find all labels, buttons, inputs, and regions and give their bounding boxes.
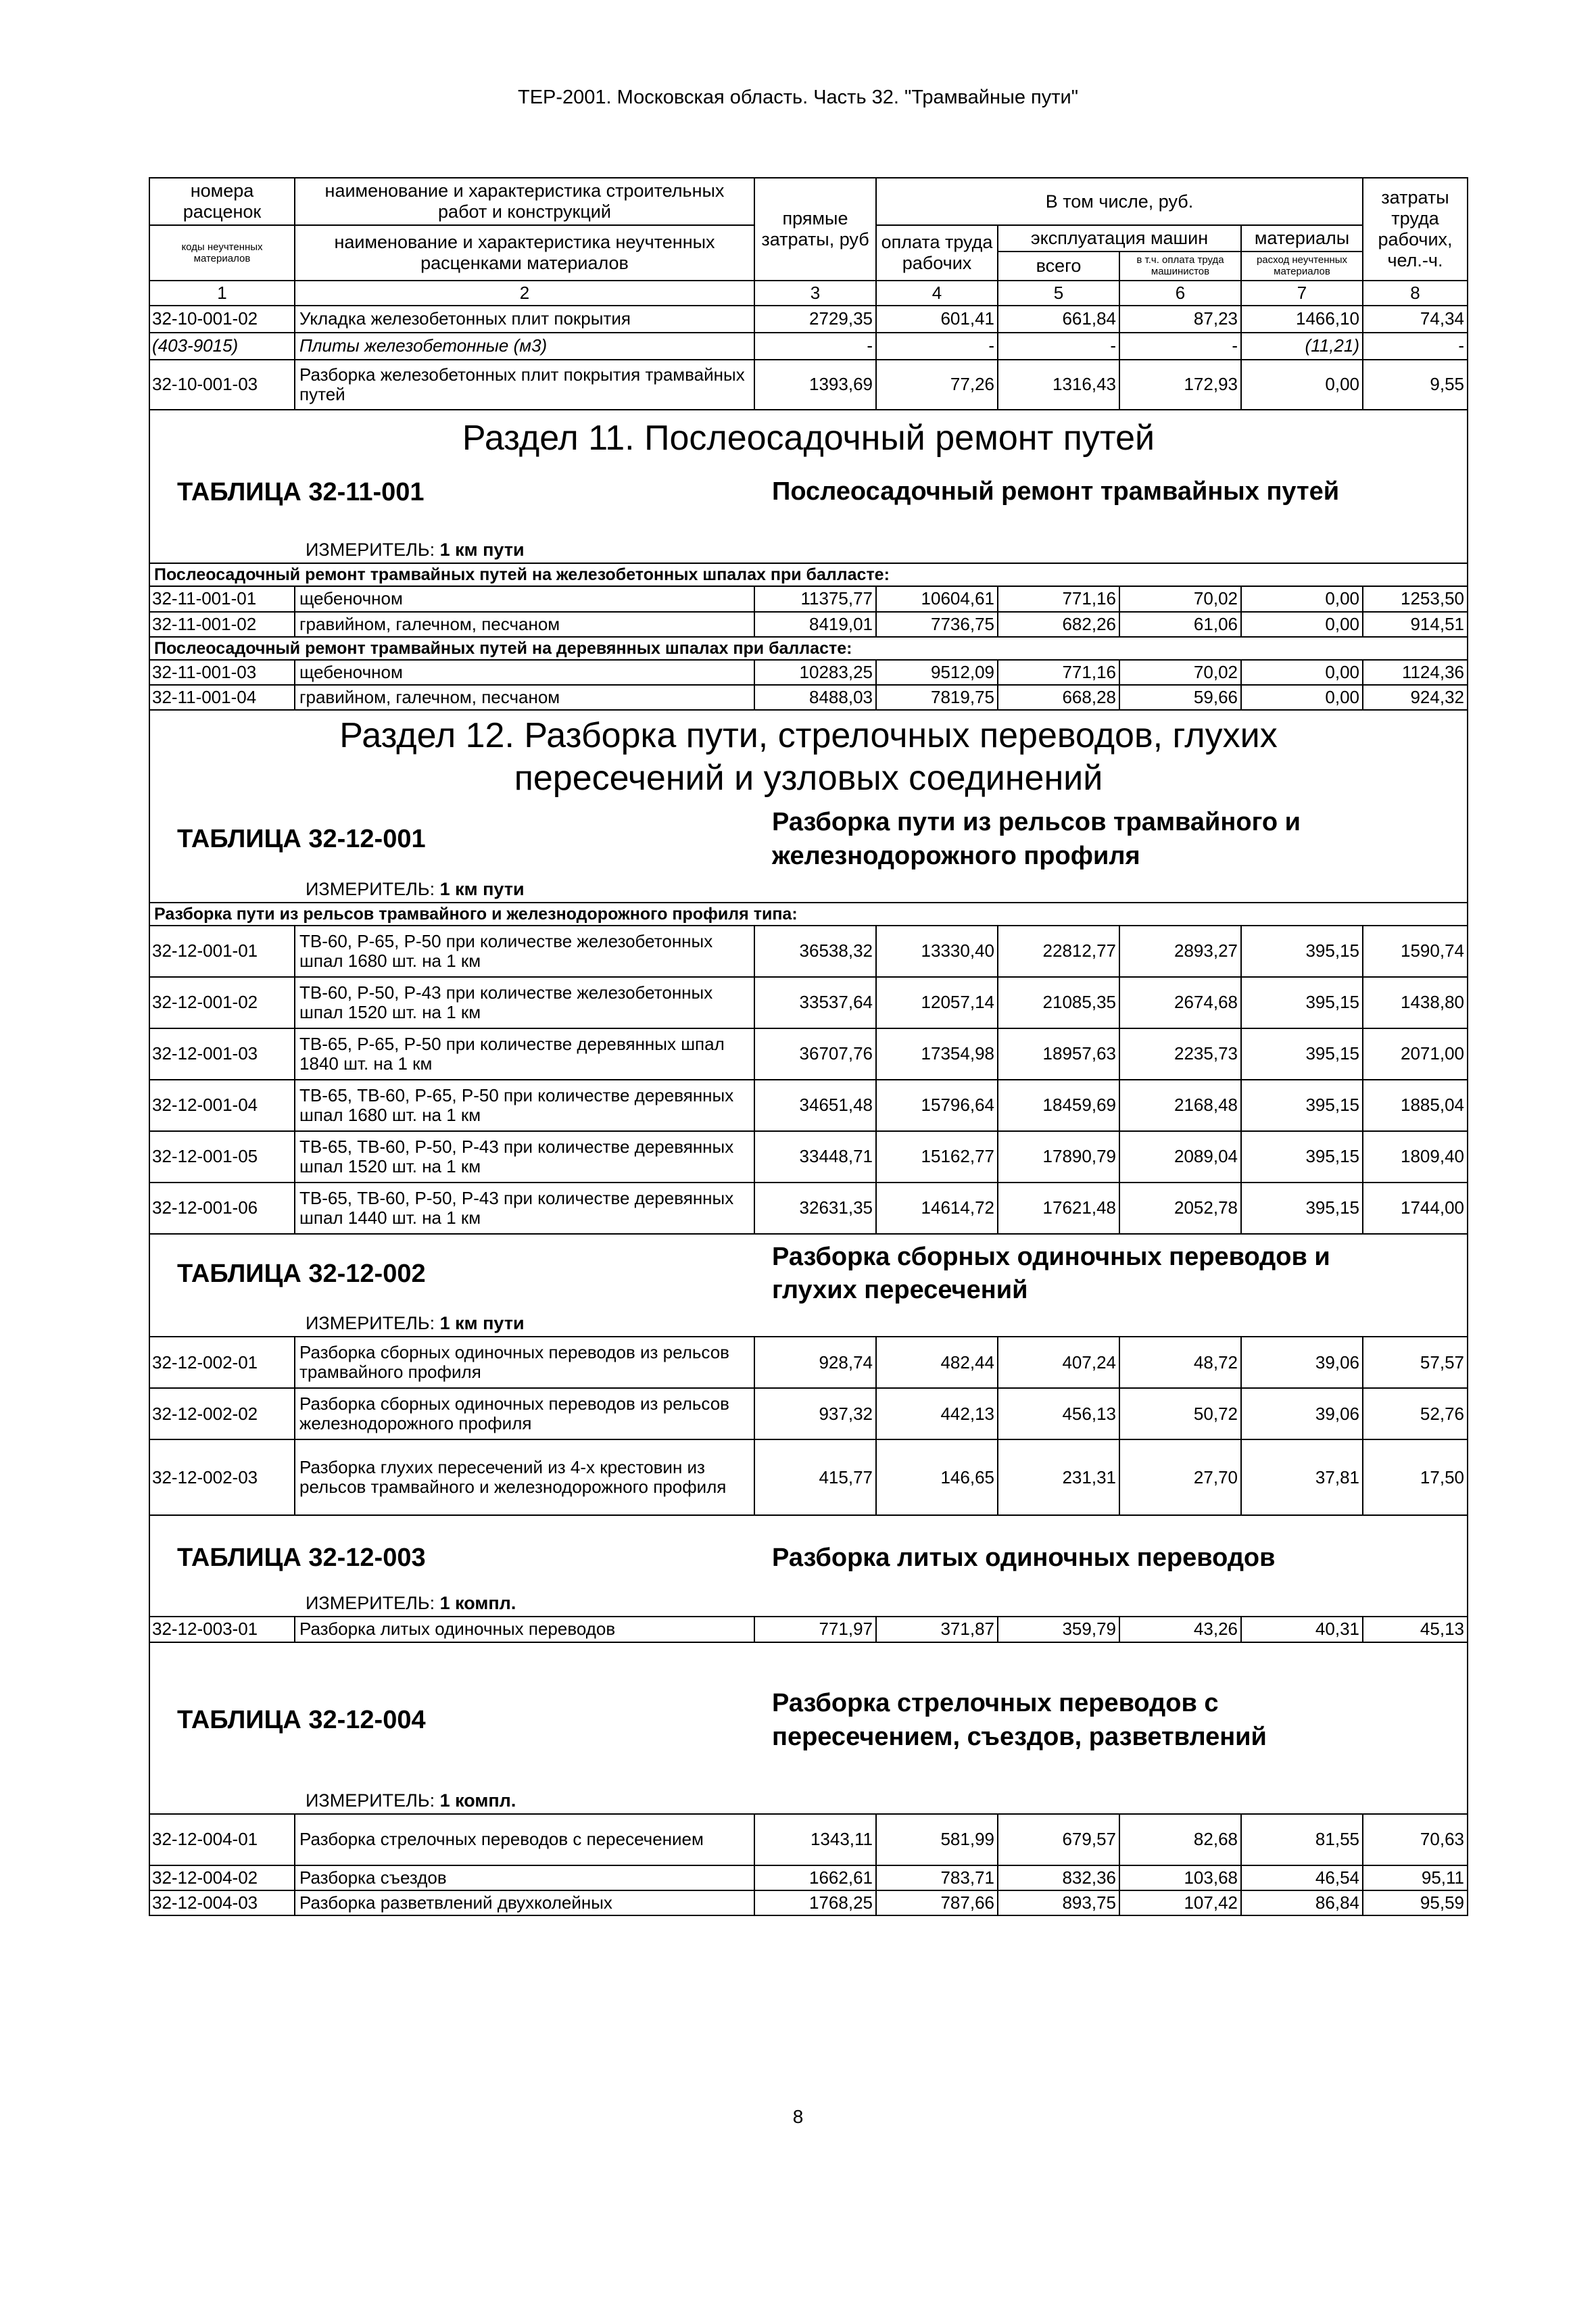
page-header: ТЕР-2001. Московская область. Часть 32. "Трамвайные пути" — [517, 87, 1078, 108]
row-value: 1744,00 — [1363, 1183, 1468, 1234]
row-value: 82,68 — [1119, 1814, 1241, 1865]
row-name: Разборка литых одиночных переводов — [295, 1617, 754, 1642]
section-title: Раздел 11. Послеосадочный ремонт путей — [462, 418, 1155, 458]
row-value: 9512,09 — [876, 660, 998, 685]
row-code: 32-12-002-03 — [149, 1439, 295, 1515]
table-row — [149, 1890, 1468, 1915]
row-value: 395,15 — [1241, 926, 1363, 977]
col-number: 1 — [149, 281, 295, 306]
table-name: ТАБЛИЦА 32-12-003 — [177, 1543, 426, 1572]
row-value: 771,16 — [998, 660, 1119, 685]
row-value: 9,55 — [1363, 360, 1468, 410]
col-number: 6 — [1119, 281, 1241, 306]
row-value: 442,13 — [876, 1388, 998, 1439]
row-value: 1809,40 — [1363, 1131, 1468, 1183]
row-value: 771,97 — [754, 1617, 876, 1642]
table-row — [149, 977, 1468, 1028]
row-value: 371,87 — [876, 1617, 998, 1642]
row-value: 107,42 — [1119, 1890, 1241, 1915]
row-value: 395,15 — [1241, 1080, 1363, 1131]
row-code: 32-12-001-02 — [149, 977, 295, 1028]
row-value: 2729,35 — [754, 306, 876, 333]
row-value: 18957,63 — [998, 1028, 1119, 1080]
row-value: 13330,40 — [876, 926, 998, 977]
row-name: гравийном, галечном, песчаном — [295, 612, 754, 637]
row-value: 32631,35 — [754, 1183, 876, 1234]
row-name: ТВ-65, ТВ-60, Р-50, Р-43 при количестве деревянных шпал 1440 шт. на 1 км — [295, 1183, 754, 1234]
row-value: 70,02 — [1119, 586, 1241, 611]
row-value: 2235,73 — [1119, 1028, 1241, 1080]
row-value: 1124,36 — [1363, 660, 1468, 685]
row-value: 95,11 — [1363, 1865, 1468, 1890]
row-value: 57,57 — [1363, 1337, 1468, 1388]
row-value: 601,41 — [876, 306, 998, 333]
table-row — [149, 1028, 1468, 1080]
measure-unit: ИЗМЕРИТЕЛЬ: 1 км пути — [306, 540, 525, 560]
row-value: 0,00 — [1241, 612, 1363, 637]
table-row — [149, 660, 1468, 685]
table-row — [149, 1814, 1468, 1865]
row-name: Разборка съездов — [295, 1865, 754, 1890]
table-row — [149, 612, 1468, 637]
row-value: 937,32 — [754, 1388, 876, 1439]
row-value: 771,16 — [998, 586, 1119, 611]
row-value: 668,28 — [998, 685, 1119, 710]
table-32-12-004-band — [149, 1642, 1468, 1814]
row-code: 32-12-002-01 — [149, 1337, 295, 1388]
row-value: 2089,04 — [1119, 1131, 1241, 1183]
row-value: 37,81 — [1241, 1439, 1363, 1515]
table-row — [149, 1617, 1468, 1642]
row-value: - — [876, 333, 998, 360]
col-number: 2 — [295, 281, 754, 306]
row-name: щебеночном — [295, 660, 754, 685]
row-name: Плиты железобетонные (м3) — [295, 333, 754, 360]
row-value: 61,06 — [1119, 612, 1241, 637]
row-value: 1662,61 — [754, 1865, 876, 1890]
col-header-4: оплата труда рабочих — [876, 225, 998, 281]
table-32-12-003-band — [149, 1515, 1468, 1617]
row-value: 43,26 — [1119, 1617, 1241, 1642]
row-value: 39,06 — [1241, 1337, 1363, 1388]
table-row — [149, 1183, 1468, 1234]
table-title: Разборка литых одиночных переводов — [772, 1543, 1276, 1572]
row-value: 395,15 — [1241, 1183, 1363, 1234]
row-value: 395,15 — [1241, 1131, 1363, 1183]
row-value: - — [998, 333, 1119, 360]
col-header-8: затраты труда рабочих, чел.-ч. — [1363, 178, 1468, 281]
table-title: Разборка сборных одиночных переводов и глухих пересечений — [772, 1242, 1330, 1304]
row-value: 893,75 — [998, 1890, 1119, 1915]
row-value: 77,26 — [876, 360, 998, 410]
row-value: 407,24 — [998, 1337, 1119, 1388]
row-value: 2071,00 — [1363, 1028, 1468, 1080]
row-code: 32-12-001-05 — [149, 1131, 295, 1183]
row-code: (403-9015) — [149, 333, 295, 360]
table-row — [149, 306, 1468, 333]
row-value: 679,57 — [998, 1814, 1119, 1865]
row-value: 15796,64 — [876, 1080, 998, 1131]
table-name: ТАБЛИЦА 32-12-001 — [177, 825, 426, 854]
row-value: 17890,79 — [998, 1131, 1119, 1183]
row-code: 32-12-001-01 — [149, 926, 295, 977]
row-value: 39,06 — [1241, 1388, 1363, 1439]
row-value: 12057,14 — [876, 977, 998, 1028]
row-value: 682,26 — [998, 612, 1119, 637]
table-title: Разборка пути из рельсов трамвайного и железнодорожного профиля — [772, 808, 1301, 870]
row-name: ТВ-60, Р-65, Р-50 при количестве железобетонных шпал 1680 шт. на 1 км — [295, 926, 754, 977]
row-value: - — [1363, 333, 1468, 360]
row-value: 103,68 — [1119, 1865, 1241, 1890]
row-code: 32-12-002-02 — [149, 1388, 295, 1439]
table-name: ТАБЛИЦА 32-12-002 — [177, 1259, 426, 1288]
row-value: 415,77 — [754, 1439, 876, 1515]
row-value: 172,93 — [1119, 360, 1241, 410]
row-name: Разборка разветвлений двухколейных — [295, 1890, 754, 1915]
row-value: 0,00 — [1241, 360, 1363, 410]
row-value: 8488,03 — [754, 685, 876, 710]
row-value: 50,72 — [1119, 1388, 1241, 1439]
page-number: 8 — [792, 2106, 804, 2127]
section-11-band — [149, 410, 1468, 564]
row-value: 14614,72 — [876, 1183, 998, 1234]
row-name: ТВ-65, ТВ-60, Р-50, Р-43 при количестве деревянных шпал 1520 шт. на 1 км — [295, 1131, 754, 1183]
row-value: 40,31 — [1241, 1617, 1363, 1642]
row-value: 21085,35 — [998, 977, 1119, 1028]
row-value: 46,54 — [1241, 1865, 1363, 1890]
table-row — [149, 586, 1468, 611]
row-code: 32-12-004-01 — [149, 1814, 295, 1865]
row-value: 924,32 — [1363, 685, 1468, 710]
row-value: 36538,32 — [754, 926, 876, 977]
table-row — [149, 685, 1468, 710]
row-value: 2052,78 — [1119, 1183, 1241, 1234]
row-value: 395,15 — [1241, 977, 1363, 1028]
row-value: 86,84 — [1241, 1890, 1363, 1915]
table-title: Послеосадочный ремонт трамвайных путей — [772, 477, 1340, 506]
table-row — [149, 1080, 1468, 1131]
row-value: 10283,25 — [754, 660, 876, 685]
subheading: Послеосадочный ремонт трамвайных путей на железобетонных шпалах при балласте: — [149, 563, 1468, 586]
row-value: 2893,27 — [1119, 926, 1241, 977]
row-name: ТВ-65, ТВ-60, Р-65, Р-50 при количестве деревянных шпал 1680 шт. на 1 км — [295, 1080, 754, 1131]
row-value: 48,72 — [1119, 1337, 1241, 1388]
row-code: 32-10-001-02 — [149, 306, 295, 333]
row-name: Разборка сборных одиночных переводов из рельсов трамвайного профиля — [295, 1337, 754, 1388]
col-header-1-top: номера расценок — [149, 178, 295, 225]
row-value: 1343,11 — [754, 1814, 876, 1865]
table-name: ТАБЛИЦА 32-11-001 — [177, 477, 425, 506]
row-value: 11375,77 — [754, 586, 876, 611]
row-name: гравийном, галечном, песчаном — [295, 685, 754, 710]
row-value: 2168,48 — [1119, 1080, 1241, 1131]
row-value: 7819,75 — [876, 685, 998, 710]
row-value: 783,71 — [876, 1865, 998, 1890]
row-value: 832,36 — [998, 1865, 1119, 1890]
row-value: 1438,80 — [1363, 977, 1468, 1028]
row-name: ТВ-65, Р-65, Р-50 при количестве деревянных шпал 1840 шт. на 1 км — [295, 1028, 754, 1080]
row-value: 1316,43 — [998, 360, 1119, 410]
row-value: 87,23 — [1119, 306, 1241, 333]
row-value: 17,50 — [1363, 1439, 1468, 1515]
row-value: 0,00 — [1241, 660, 1363, 685]
table-row — [149, 926, 1468, 977]
col-header-group: В том числе, руб. — [876, 178, 1363, 225]
row-value: 18459,69 — [998, 1080, 1119, 1131]
col-header-7-top: материалы — [1241, 225, 1363, 252]
row-value: 456,13 — [998, 1388, 1119, 1439]
subheading: Разборка пути из рельсов трамвайного и железнодорожного профиля типа: — [149, 903, 1468, 926]
row-code: 32-12-004-03 — [149, 1890, 295, 1915]
row-value: (11,21) — [1241, 333, 1363, 360]
row-code: 32-11-001-03 — [149, 660, 295, 685]
row-code: 32-12-001-03 — [149, 1028, 295, 1080]
row-value: 7736,75 — [876, 612, 998, 637]
row-value: 22812,77 — [998, 926, 1119, 977]
measure-unit: ИЗМЕРИТЕЛЬ: 1 км пути — [306, 1312, 525, 1333]
row-name: щебеночном — [295, 586, 754, 611]
row-value: 231,31 — [998, 1439, 1119, 1515]
table-row — [149, 1439, 1468, 1515]
col-header-2-top: наименование и характеристика строительных работ и конструкций — [295, 178, 754, 225]
section-12-band — [149, 710, 1468, 903]
row-name: Разборка глухих пересечений из 4-х крестовин из рельсов трамвайного и железнодорожного профиля — [295, 1439, 754, 1515]
row-value: 1768,25 — [754, 1890, 876, 1915]
row-code: 32-12-004-02 — [149, 1865, 295, 1890]
col-header-7-bottom: расход неучтенных материалов — [1241, 252, 1363, 281]
measure-unit: ИЗМЕРИТЕЛЬ: 1 км пути — [306, 878, 525, 899]
row-value: 81,55 — [1241, 1814, 1363, 1865]
row-value: 74,34 — [1363, 306, 1468, 333]
row-value: 95,59 — [1363, 1890, 1468, 1915]
row-value: 787,66 — [876, 1890, 998, 1915]
estimate-table — [149, 177, 1468, 1916]
row-value: 1253,50 — [1363, 586, 1468, 611]
table-title: Разборка стрелочных переводов с пересечением, съездов, разветвлений — [772, 1689, 1267, 1751]
row-value: 27,70 — [1119, 1439, 1241, 1515]
table-row — [149, 1337, 1468, 1388]
row-value: 70,63 — [1363, 1814, 1468, 1865]
table-row — [149, 360, 1468, 410]
row-value: 2674,68 — [1119, 977, 1241, 1028]
section-title: Раздел 12. Разборка пути, стрелочных переводов, глухих пересечений и узловых соединений — [339, 715, 1278, 798]
row-value: 581,99 — [876, 1814, 998, 1865]
subheading: Послеосадочный ремонт трамвайных путей на деревянных шпалах при балласте: — [149, 637, 1468, 660]
row-value: 359,79 — [998, 1617, 1119, 1642]
row-value: 146,65 — [876, 1439, 998, 1515]
col-header-5: всего — [998, 252, 1119, 281]
table-row — [149, 1388, 1468, 1439]
row-value: 15162,77 — [876, 1131, 998, 1183]
table-row — [149, 1131, 1468, 1183]
row-code: 32-11-001-01 — [149, 586, 295, 611]
row-value: 1590,74 — [1363, 926, 1468, 977]
row-name: Разборка железобетонных плит покрытия трамвайных путей — [295, 360, 754, 410]
row-value: 33448,71 — [754, 1131, 876, 1183]
row-value: 8419,01 — [754, 612, 876, 637]
table-row — [149, 1865, 1468, 1890]
col-number: 5 — [998, 281, 1119, 306]
row-value: 59,66 — [1119, 685, 1241, 710]
row-code: 32-12-001-04 — [149, 1080, 295, 1131]
row-code: 32-12-001-06 — [149, 1183, 295, 1234]
row-name: Укладка железобетонных плит покрытия — [295, 306, 754, 333]
row-value: 1466,10 — [1241, 306, 1363, 333]
row-name: ТВ-60, Р-50, Р-43 при количестве железобетонных шпал 1520 шт. на 1 км — [295, 977, 754, 1028]
row-name: Разборка сборных одиночных переводов из рельсов железнодорожного профиля — [295, 1388, 754, 1439]
row-value: 70,02 — [1119, 660, 1241, 685]
measure-unit: ИЗМЕРИТЕЛЬ: 1 компл. — [306, 1593, 516, 1614]
table-row — [149, 333, 1468, 360]
row-value: 36707,76 — [754, 1028, 876, 1080]
col-number: 7 — [1241, 281, 1363, 306]
col-header-1-bottom: коды неучтенных материалов — [149, 225, 295, 281]
col-number: 8 — [1363, 281, 1468, 306]
col-header-machines: эксплуатация машин — [998, 225, 1241, 252]
row-value: 914,51 — [1363, 612, 1468, 637]
row-code: 32-11-001-02 — [149, 612, 295, 637]
row-value: 395,15 — [1241, 1028, 1363, 1080]
col-number: 3 — [754, 281, 876, 306]
row-value: 17621,48 — [998, 1183, 1119, 1234]
measure-unit: ИЗМЕРИТЕЛЬ: 1 компл. — [306, 1790, 516, 1811]
row-value: 52,76 — [1363, 1388, 1468, 1439]
row-value: 1885,04 — [1363, 1080, 1468, 1131]
col-header-2-bottom: наименование и характеристика неучтенных расценками материалов — [295, 225, 754, 281]
row-value: - — [1119, 333, 1241, 360]
row-value: 10604,61 — [876, 586, 998, 611]
row-value: 34651,48 — [754, 1080, 876, 1131]
row-code: 32-11-001-04 — [149, 685, 295, 710]
row-value: 661,84 — [998, 306, 1119, 333]
row-value: 1393,69 — [754, 360, 876, 410]
table-32-12-002-band — [149, 1234, 1468, 1337]
col-header-3: прямые затраты, руб — [754, 178, 876, 281]
row-code: 32-10-001-03 — [149, 360, 295, 410]
row-value: 482,44 — [876, 1337, 998, 1388]
row-value: 17354,98 — [876, 1028, 998, 1080]
row-value: 45,13 — [1363, 1617, 1468, 1642]
row-value: 0,00 — [1241, 586, 1363, 611]
row-value: 0,00 — [1241, 685, 1363, 710]
table-name: ТАБЛИЦА 32-12-004 — [177, 1706, 426, 1735]
row-value: 33537,64 — [754, 977, 876, 1028]
col-header-6: в т.ч. оплата труда машинистов — [1119, 252, 1241, 281]
row-value: - — [754, 333, 876, 360]
row-code: 32-12-003-01 — [149, 1617, 295, 1642]
col-number: 4 — [876, 281, 998, 306]
row-name: Разборка стрелочных переводов с пересечением — [295, 1814, 754, 1865]
row-value: 928,74 — [754, 1337, 876, 1388]
